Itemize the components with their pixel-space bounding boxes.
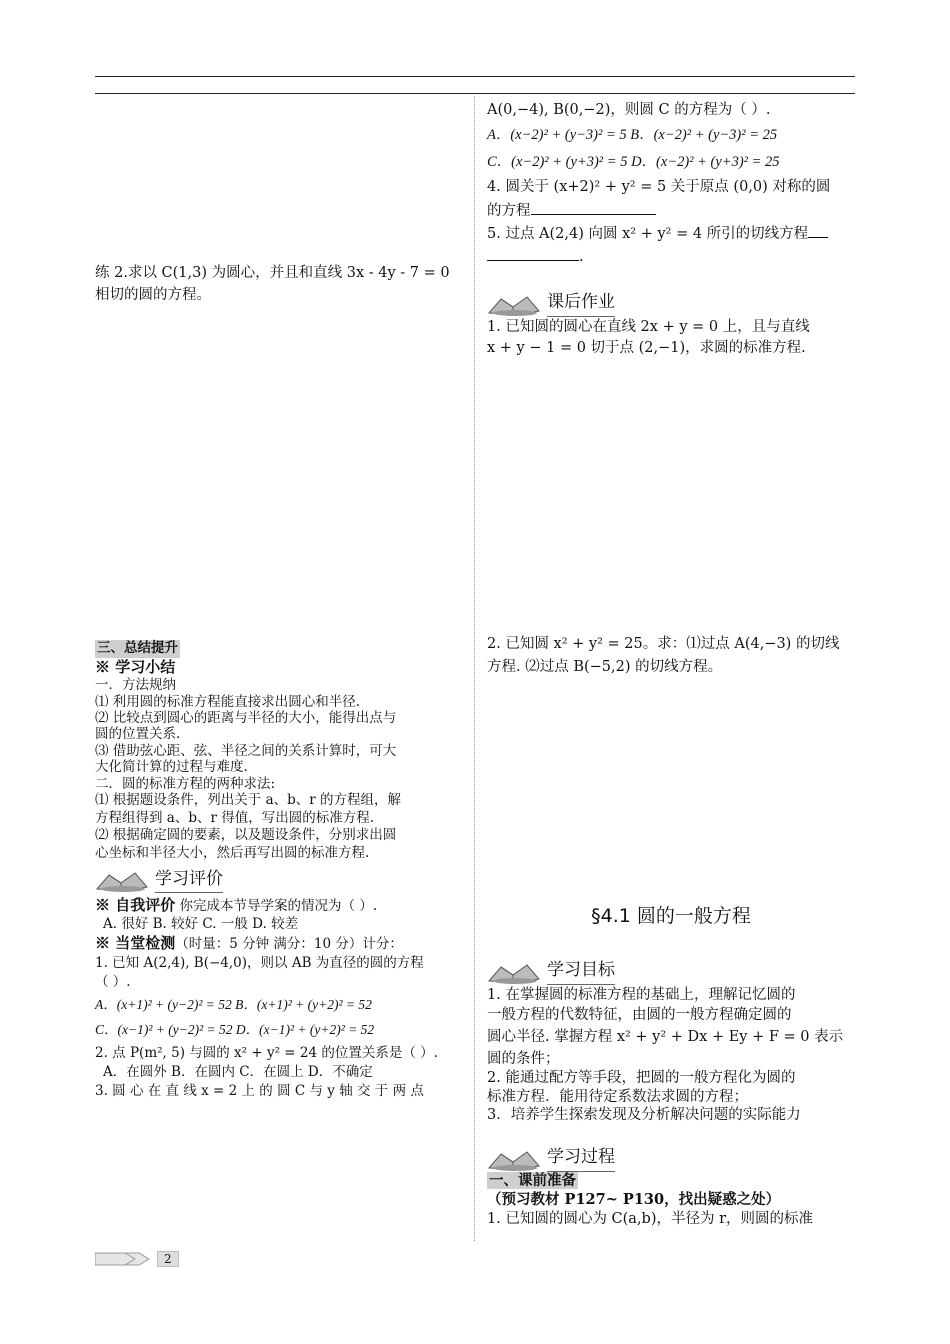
goals-heading: 学习目标 — [487, 958, 855, 985]
exercise-2: 练 2.求以 C(1,3) 为圆心，并且和直线 3x - 4y - 7 = 0 相切的圆的方程。 — [95, 265, 450, 303]
answer-blank-q5 — [487, 246, 579, 261]
process-heading: 学习过程 — [487, 1145, 855, 1172]
book-icon — [95, 869, 149, 893]
study-summary-heading: ※ 学习小结 — [95, 657, 176, 676]
homework-section: 课后作业 1. 已知圆的圆心在直线 2x + y = 0 上，且与直线 x + y − 1 = 0 切于点 (2,−1)，求圆的标准方程. — [487, 290, 855, 360]
book-icon — [487, 961, 541, 985]
homework-heading: 课后作业 — [487, 290, 855, 317]
homework-q2: 2. 已知圆 x² + y² = 25。求：⑴过点 A(4,−3) 的切线 方程. ⑵过点 B(−5,2) 的切线方程。 — [487, 636, 840, 676]
book-icon — [487, 1148, 541, 1172]
eval-heading: 学习评价 — [95, 867, 462, 894]
check-label: ※ 当堂检测 — [95, 934, 176, 953]
process-section: 学习过程 一、课前准备 （预习教材 P127~ P130，找出疑惑之处） 1. 已知圆的圆心为 C(a,b)，半径为 r，则圆的标准 — [487, 1145, 855, 1230]
summary-section: 三、总结提升 ※ 学习小结 一．方法规纳 ⑴ 利用圆的标准方程能直接求出圆心和半径. ⑵ 比较点到圆心的距离与半径的大小，能得出点与 圆的位置关系. ⑶ 借助弦心距、弦、半径之间的关系计算时，可大 大化简计算的过程与难度. 二．圆的标准方程的两种求法: ⑴ 根据题设条件，列出关于 a、b、r 的方程组，解 方程组得到 a、b、r 得值，写出圆的标准方程. ⑵ 根据确定圆的要素，以及题设条件，分别求出圆 心坐标和半径大小，然后再写出圆的标准方程. 学习评价 ※ 自我评价 你完成本节导学案的情况为（ ）. A. 很好 B. 较好 C. 一般 D. 较差 ※ 当堂检测（时量：5 分钟 满分：10 分）计分： 1. 已知 A(2,4), B(−4,0)，则以 AB 为直径的圆的方程 （ ）. A．(x+1)² + (y−2)² = 52 B．(x+1)² + (y+2)² = 52 C．(x−1)² + (y−2)² = 52 D．(x−1)² + (y+2)² = 52 2. 点 P(m², 5) 与圆的 x² + y² = 24 的位置关系是（ ）. A．在圆外 B．在圆内 C．在圆上 D．不确定 3. 圆 心 在 直 线 x = 2 上 的 圆 C 与 y 轴 交 于 两 点 — [95, 640, 462, 1101]
top-rule — [95, 76, 855, 77]
prep-heading: 一、课前准备 — [489, 1171, 576, 1189]
arrow-icon — [95, 1251, 151, 1267]
goals-section: 学习目标 1. 在掌握圆的标准方程的基础上，理解记忆圆的 一般方程的代数特征，由圆的一般方程确定圆的 圆心半径. 掌握方程 x² + y² + Dx + Ey + F = 0 表示 圆的条件； 2. 能通过配方等手段，把圆的一般方程化为圆的 标准方程．能用待定系数法求圆的方程； 3．培养学生探索发现及分析解决问题的实际能力 — [487, 958, 855, 1125]
section-3-heading: 三、总结提升 — [97, 640, 178, 656]
top-rule-2 — [95, 93, 855, 94]
page-footer — [95, 1251, 179, 1267]
book-icon — [487, 293, 541, 317]
answer-blank-q4 — [531, 200, 656, 215]
section-title: §4.1 圆的一般方程 — [591, 905, 751, 927]
q3-continued: A(0,−4), B(0,−2)，则圆 C 的方程为（ ）. A．(x−2)² + (y−3)² = 5 B．(x−2)² + (y−3)² = 25 C．(x−2)² + (y+3)² = 5 D．(x−2)² + (y+3)² = 25 4. 圆关于 (x+2)² + y² = 5 关于原点 (0,0) 对称的圆 的方程 5. 过点 A(2,4) 向圆 x² + y² = 4 所引的切线方程 . — [487, 102, 831, 265]
column-divider — [474, 96, 475, 1241]
page-number: 2 — [157, 1251, 179, 1267]
self-eval-label: ※ 自我评价 — [95, 896, 176, 915]
